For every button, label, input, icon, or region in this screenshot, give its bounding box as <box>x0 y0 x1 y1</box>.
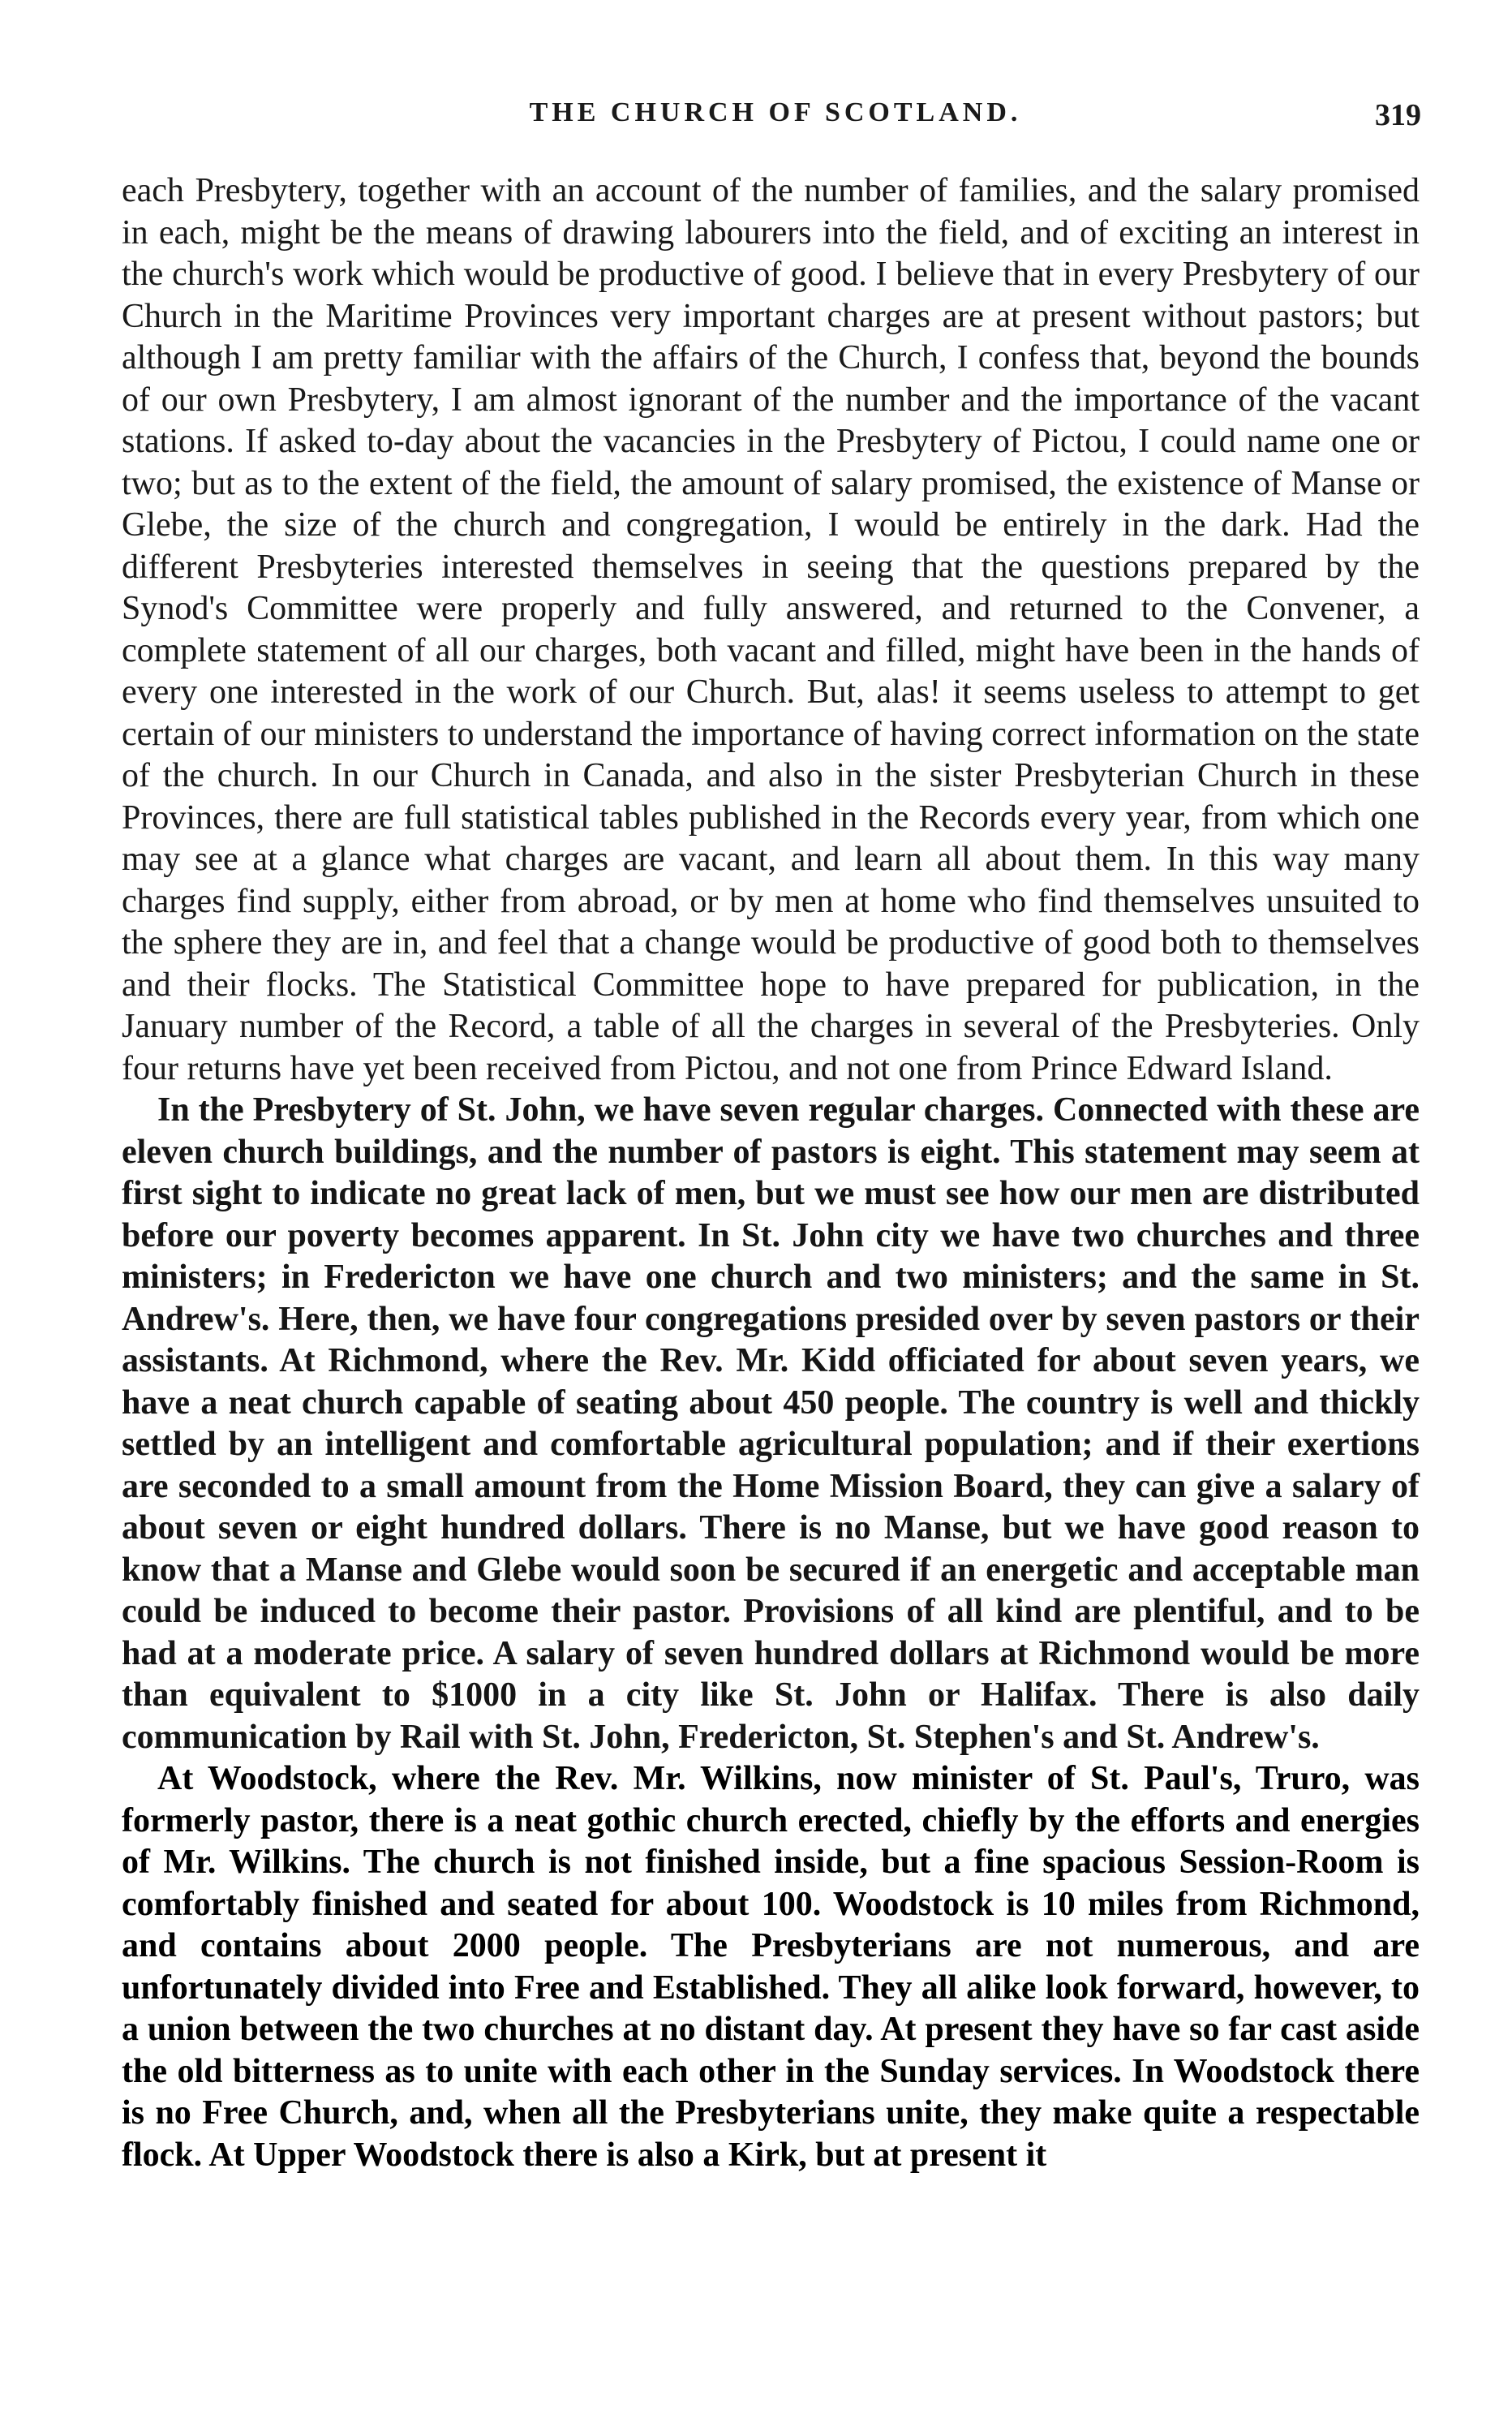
paragraph-st-john-presbytery: In the Presbytery of St. John, we have seven regular charges. Connected with these are eleven church buildings, and the number of pastors is eight. This statement may seem at first sight to indicate no great lack of men, but we must see how our men are distributed before our poverty becomes apparent. In St. John city we have two churches and three ministers; in Fredericton we have one church and two ministers; and the same in St. Andrew's. Here, then, we have four congregations presided over by seven pastors or their assistants. At Richmond, where the Rev. Mr. Kidd officiated for about seven years, we have a neat church capable of seating about 450 people. The country is well and thickly settled by an intelligent and comfortable agricultural population; and if their exertions are seconded to a small amount from the Home Mission Board, they can give a salary of about seven or eight hundred dollars. There is no Manse, but we have good reason to know that a Manse and Glebe would soon be secured if an energetic and acceptable man could be induced to become their pastor. Provisions of all kind are plentiful, and to be had at a moderate price. A salary of seven hundred dollars at Richmond would be more than equivalent to $1000 in a city like St. John or Halifax. There is also daily communication by Rail with St. John, Fredericton, St. Stephen's and St. Andrew's. <box>122 1091 1420 1756</box>
body-text <box>122 170 1420 2176</box>
running-header <box>130 97 1421 146</box>
paragraph-presbytery-statistics: each Presbytery, together with an account of the number of families, and the salary promised in each, might be the means of drawing labourers into the field, and of exciting an interest in the church's work which would be productive of good. I believe that in every Presbytery of our Church in the Maritime Provinces very important charges are at present without pastors; but although I am pretty familiar with the affairs of the Church, I confess that, beyond the bounds of our own Presbytery, I am almost ignorant of the number and the importance of the vacant stations. If asked to-day about the vacancies in the Presbytery of Pictou, I could name one or two; but as to the extent of the field, the amount of salary promised, the existence of Manse or Glebe, the size of the church and congregation, I would be entirely in the dark. Had the different Presbyteries interested themselves in seeing that the questions prepared by the Synod's Committee were properly and fully answered, and returned to the Convener, a complete statement of all our charges, both vacant and filled, might have been in the hands of every one interested in the work of our Church. But, alas! it seems useless to attempt to get certain of our ministers to understand the importance of having correct information on the state of the church. In our Church in Canada, and also in the sister Presbyterian Church in these Provinces, there are full statistical tables published in the Records every year, from which one may see at a glance what charges are vacant, and learn all about them. In this way many charges find supply, either from abroad, or by men at home who find themselves unsuited to the sphere they are in, and feel that a change would be productive of good both to themselves and their flocks. The Statistical Committee hope to have prepared for publication, in the January number of the Record, a table of all the charges in several of the Presbyteries. Only four returns have yet been received from Pictou, and not one from Prince Edward Island. <box>122 172 1420 1087</box>
paragraph-woodstock: At Woodstock, where the Rev. Mr. Wilkins, now minister of St. Paul's, Truro, was formerly pastor, there is a neat gothic church erected, chiefly by the efforts and energies of Mr. Wilkins. The church is not finished inside, but a fine spacious Session-Room is comfortably finished and seated for about 100. Woodstock is 10 miles from Richmond, and contains about 2000 people. The Presbyterians are not numerous, and are unfortunately divided into Free and Established. They all alike look forward, however, to a union between the two churches at no distant day. At present they have so far cast aside the old bitterness as to unite with each other in the Sunday services. In Woodstock there is no Free Church, and, when all the Presbyterians unite, they make quite a respectable flock. At Upper Woodstock there is also a Kirk, but at present it <box>122 1760 1420 2174</box>
running-title: THE CHURCH OF SCOTLAND. <box>529 97 1022 127</box>
page-number: 319 <box>1375 98 1421 132</box>
